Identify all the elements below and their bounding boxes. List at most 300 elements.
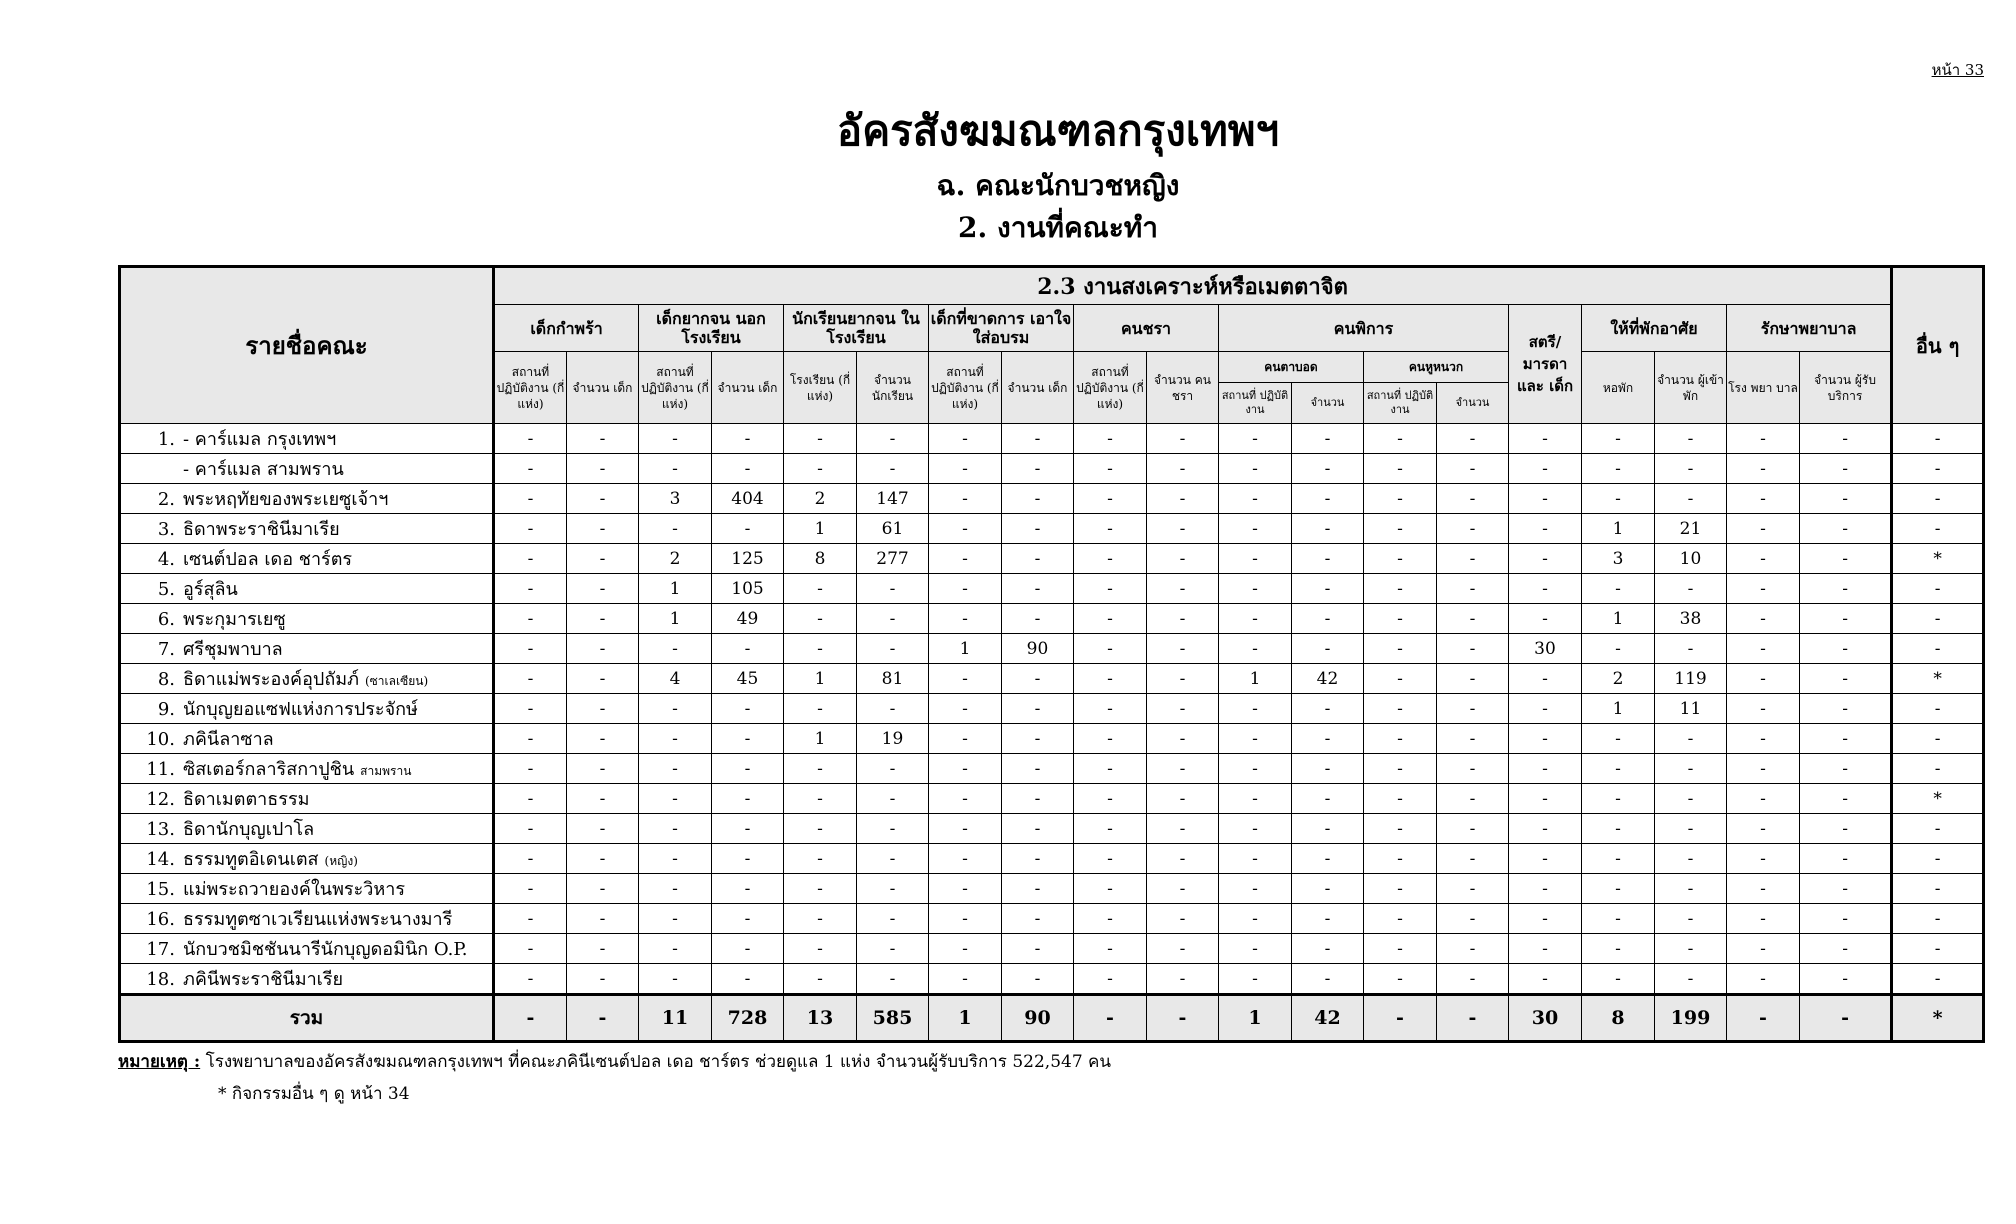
table-cell: - bbox=[1437, 874, 1509, 904]
order-name bbox=[120, 574, 494, 604]
table-cell: - bbox=[1509, 964, 1582, 995]
table-cell: - bbox=[784, 694, 857, 724]
order-name-text: - คาร์แมล กรุงเทพฯ bbox=[183, 429, 337, 450]
table-cell: - bbox=[1147, 574, 1219, 604]
table-cell: 125 bbox=[712, 544, 784, 574]
order-name-text: - คาร์แมล สามพราน bbox=[183, 459, 344, 480]
table-cell: - bbox=[784, 964, 857, 995]
page-title: อัครสังฆมณฑลกรุงเทพฯ bbox=[836, 106, 1280, 155]
table-cell: 1 bbox=[1219, 664, 1292, 694]
order-name-note: สามพราน bbox=[360, 764, 412, 778]
table-cell: - bbox=[712, 694, 784, 724]
table-cell: - bbox=[1800, 574, 1892, 604]
table-cell: - bbox=[1582, 934, 1655, 964]
table-cell: - bbox=[1437, 814, 1509, 844]
table-cell: - bbox=[712, 874, 784, 904]
table-cell: - bbox=[1147, 754, 1219, 784]
table-row bbox=[120, 424, 1984, 454]
sub-children-count: จำนวน เด็ก bbox=[712, 352, 784, 424]
row-number: 9. bbox=[157, 699, 175, 720]
table-cell: - bbox=[1727, 574, 1800, 604]
table-cell: - bbox=[494, 544, 567, 574]
table-cell: - bbox=[784, 844, 857, 874]
table-cell: 11 bbox=[1655, 694, 1727, 724]
table-cell: - bbox=[1727, 514, 1800, 544]
footnote bbox=[118, 1048, 1111, 1075]
table-cell: - bbox=[567, 874, 639, 904]
order-name-text: ซิสเตอร์กลาริสกาปูชิน bbox=[183, 759, 355, 780]
table-cell: - bbox=[1002, 754, 1074, 784]
table-cell: - bbox=[567, 814, 639, 844]
sub-place-count: สถานที่ ปฏิบัติงาน (กี่แห่ง) bbox=[929, 352, 1002, 424]
table-cell: - bbox=[1582, 424, 1655, 454]
table-cell: - bbox=[1892, 814, 1984, 844]
table-cell: - bbox=[1219, 934, 1292, 964]
table-cell: - bbox=[1582, 634, 1655, 664]
table-cell: - bbox=[567, 604, 639, 634]
row-number: 7. bbox=[157, 639, 175, 660]
table-cell: - bbox=[1147, 874, 1219, 904]
table-cell: - bbox=[1364, 844, 1437, 874]
table-cell: - bbox=[1582, 754, 1655, 784]
table-cell: - bbox=[1074, 694, 1147, 724]
table-cell: - bbox=[1655, 814, 1727, 844]
table-cell: - bbox=[1437, 634, 1509, 664]
sub-school-count: โรงเรียน (กี่แห่ง) bbox=[784, 352, 857, 424]
table-cell: - bbox=[1364, 604, 1437, 634]
page-number: หน้า 33 bbox=[1931, 61, 1984, 79]
table-row bbox=[120, 754, 1984, 784]
table-cell: 10 bbox=[1655, 544, 1727, 574]
table-cell: - bbox=[567, 724, 639, 754]
table-cell: - bbox=[1727, 874, 1800, 904]
table-cell: - bbox=[784, 424, 857, 454]
table-cell: - bbox=[1074, 874, 1147, 904]
table-cell: - bbox=[929, 724, 1002, 754]
table-cell: - bbox=[1727, 754, 1800, 784]
table-cell: - bbox=[1074, 454, 1147, 484]
table-cell: - bbox=[929, 604, 1002, 634]
table-cell: - bbox=[1437, 724, 1509, 754]
table-cell: - bbox=[1509, 784, 1582, 814]
table-cell: - bbox=[1509, 874, 1582, 904]
table-cell: - bbox=[1147, 934, 1219, 964]
table-cell: - bbox=[1002, 664, 1074, 694]
sub-count: จำนวน bbox=[1292, 383, 1364, 424]
table-cell: - bbox=[857, 634, 929, 664]
table-cell: - bbox=[1892, 514, 1984, 544]
order-name bbox=[120, 604, 494, 634]
sub-children-count: จำนวน เด็ก bbox=[567, 352, 639, 424]
table-cell: - bbox=[1582, 844, 1655, 874]
table-cell: 1 bbox=[784, 514, 857, 544]
row-number: 10. bbox=[146, 729, 175, 750]
table-cell: - bbox=[1892, 454, 1984, 484]
table-cell: 105 bbox=[712, 574, 784, 604]
group-women-children: สตรี/ มารดา และ เด็ก bbox=[1509, 305, 1582, 424]
table-cell: - bbox=[1582, 964, 1655, 995]
table-cell: - bbox=[857, 814, 929, 844]
table-cell: - bbox=[784, 784, 857, 814]
table-cell: - bbox=[1292, 544, 1364, 574]
table-cell: - bbox=[784, 574, 857, 604]
row-number: 18. bbox=[146, 969, 175, 990]
total-cell: - bbox=[1800, 995, 1892, 1042]
table-cell: - bbox=[567, 454, 639, 484]
table-cell: 2 bbox=[639, 544, 712, 574]
table-cell: - bbox=[1655, 454, 1727, 484]
table-cell: - bbox=[1147, 664, 1219, 694]
table-cell: - bbox=[1292, 784, 1364, 814]
row-number: 6. bbox=[157, 609, 175, 630]
group-medical: รักษาพยาบาล bbox=[1727, 305, 1892, 352]
table-cell: - bbox=[1002, 454, 1074, 484]
table-cell: 30 bbox=[1509, 634, 1582, 664]
table-cell: - bbox=[1800, 694, 1892, 724]
table-cell: - bbox=[1892, 484, 1984, 514]
table-cell: - bbox=[929, 664, 1002, 694]
row-number: 12. bbox=[146, 789, 175, 810]
table-cell: * bbox=[1892, 664, 1984, 694]
table-cell: - bbox=[1437, 424, 1509, 454]
table-cell: - bbox=[1437, 934, 1509, 964]
table-cell: - bbox=[1892, 574, 1984, 604]
table-row bbox=[120, 664, 1984, 694]
table-cell: - bbox=[857, 604, 929, 634]
total-cell: 728 bbox=[712, 995, 784, 1042]
order-name-text: ภคินีพระราชินีมาเรีย bbox=[183, 969, 344, 990]
table-cell: - bbox=[1002, 484, 1074, 514]
table-cell: - bbox=[1219, 424, 1292, 454]
table-cell: - bbox=[1002, 904, 1074, 934]
total-label: รวม bbox=[120, 995, 494, 1042]
order-name bbox=[120, 904, 494, 934]
row-number: 14. bbox=[146, 849, 175, 870]
table-cell: - bbox=[1800, 934, 1892, 964]
table-cell: 61 bbox=[857, 514, 929, 544]
table-cell: - bbox=[1364, 664, 1437, 694]
table-cell: - bbox=[1219, 904, 1292, 934]
table-cell: - bbox=[494, 784, 567, 814]
table-cell: - bbox=[1437, 604, 1509, 634]
table-cell: - bbox=[712, 784, 784, 814]
sub-hospital: โรง พยา บาล bbox=[1727, 352, 1800, 424]
table-cell: - bbox=[1509, 814, 1582, 844]
table-cell: - bbox=[1292, 574, 1364, 604]
table-cell: - bbox=[1800, 904, 1892, 934]
table-cell: - bbox=[1727, 544, 1800, 574]
table-cell: 3 bbox=[639, 484, 712, 514]
table-cell: - bbox=[1655, 964, 1727, 995]
table-cell: - bbox=[1219, 484, 1292, 514]
table-cell: - bbox=[1147, 454, 1219, 484]
table-cell: - bbox=[857, 424, 929, 454]
table-row bbox=[120, 694, 1984, 724]
table-cell: - bbox=[1509, 934, 1582, 964]
table-cell: 1 bbox=[929, 634, 1002, 664]
table-cell: - bbox=[1364, 694, 1437, 724]
order-name-text: ธรรมทูตซาเวเรียนแห่งพระนางมารี bbox=[183, 909, 453, 930]
table-cell: - bbox=[1800, 724, 1892, 754]
total-cell: - bbox=[494, 995, 567, 1042]
table-cell: 38 bbox=[1655, 604, 1727, 634]
footnote-text: โรงพยาบาลของอัครสังฆมณฑลกรุงเทพฯ ที่คณะภคินีเซนต์ปอล เดอ ชาร์ตร ช่วยดูแล 1 แห่ง จำนวนผู้รับบริการ 522,547 คน bbox=[205, 1052, 1112, 1072]
order-name-text: อูร์สุลิน bbox=[183, 579, 238, 600]
table-cell: - bbox=[494, 694, 567, 724]
table-cell: - bbox=[1509, 844, 1582, 874]
table-cell: - bbox=[1219, 754, 1292, 784]
table-cell: 3 bbox=[1582, 544, 1655, 574]
row-number: 1. bbox=[157, 429, 175, 450]
order-name bbox=[120, 964, 494, 995]
order-name-note: (ซาเลเซียน) bbox=[364, 674, 429, 688]
table-cell: 42 bbox=[1292, 664, 1364, 694]
group-elderly: คนชรา bbox=[1074, 305, 1219, 352]
total-cell: - bbox=[567, 995, 639, 1042]
table-cell: 1 bbox=[784, 664, 857, 694]
table-cell: - bbox=[494, 964, 567, 995]
table-cell: - bbox=[1002, 784, 1074, 814]
table-cell: - bbox=[1292, 904, 1364, 934]
table-cell: - bbox=[567, 904, 639, 934]
table-cell: - bbox=[1509, 574, 1582, 604]
table-cell: - bbox=[1509, 664, 1582, 694]
table-cell: - bbox=[1364, 964, 1437, 995]
row-number: 5. bbox=[157, 579, 175, 600]
table-cell: - bbox=[1219, 454, 1292, 484]
table-cell: - bbox=[1727, 814, 1800, 844]
table-cell: - bbox=[494, 634, 567, 664]
table-cell: 2 bbox=[1582, 664, 1655, 694]
table-cell: 45 bbox=[712, 664, 784, 694]
order-name-text: ธิดาพระราชินีมาเรีย bbox=[183, 519, 340, 540]
table-cell: - bbox=[1509, 484, 1582, 514]
table-cell: - bbox=[929, 574, 1002, 604]
table-cell: - bbox=[1655, 784, 1727, 814]
table-row bbox=[120, 574, 1984, 604]
total-cell: 8 bbox=[1582, 995, 1655, 1042]
table-cell: 1 bbox=[639, 574, 712, 604]
table-cell: - bbox=[1364, 874, 1437, 904]
table-cell: - bbox=[494, 454, 567, 484]
table-cell: - bbox=[1364, 514, 1437, 544]
table-cell: - bbox=[1800, 964, 1892, 995]
table-cell: - bbox=[1655, 634, 1727, 664]
table-row bbox=[120, 964, 1984, 995]
table-cell: - bbox=[1437, 664, 1509, 694]
total-cell: 199 bbox=[1655, 995, 1727, 1042]
total-cell: 585 bbox=[857, 995, 929, 1042]
table-cell: - bbox=[1002, 604, 1074, 634]
sub-student-count: จำนวน นักเรียน bbox=[857, 352, 929, 424]
order-name-text: ภคินีลาซาล bbox=[183, 729, 274, 750]
table-cell: - bbox=[639, 424, 712, 454]
table-cell: - bbox=[1292, 604, 1364, 634]
table-cell: - bbox=[1582, 814, 1655, 844]
table-cell: - bbox=[567, 694, 639, 724]
table-cell: - bbox=[1509, 604, 1582, 634]
table-cell: - bbox=[1892, 694, 1984, 724]
table-cell: - bbox=[1292, 724, 1364, 754]
sub-blind: คนตาบอด bbox=[1219, 352, 1364, 383]
table-cell: 49 bbox=[712, 604, 784, 634]
table-cell: 1 bbox=[784, 724, 857, 754]
total-cell: 1 bbox=[1219, 995, 1292, 1042]
table-cell: - bbox=[1147, 784, 1219, 814]
order-name bbox=[120, 664, 494, 694]
sub-place-short: สถานที่ ปฏิบัติงาน bbox=[1219, 383, 1292, 424]
section-subtitle: ฉ. คณะนักบวชหญิง bbox=[936, 169, 1180, 202]
table-cell: - bbox=[1727, 604, 1800, 634]
table-cell: - bbox=[1800, 844, 1892, 874]
table-cell: - bbox=[1655, 844, 1727, 874]
table-cell: - bbox=[1147, 844, 1219, 874]
row-number: 11. bbox=[146, 759, 175, 780]
table-cell: - bbox=[857, 574, 929, 604]
table-body bbox=[120, 424, 1984, 1042]
order-name bbox=[120, 694, 494, 724]
table-cell: * bbox=[1892, 544, 1984, 574]
table-cell: - bbox=[1727, 934, 1800, 964]
table-cell: 1 bbox=[1582, 604, 1655, 634]
table-cell: - bbox=[1727, 784, 1800, 814]
table-cell: - bbox=[639, 454, 712, 484]
order-name-text: ธรรมทูตอิเดนเตส bbox=[183, 849, 319, 870]
order-name bbox=[120, 754, 494, 784]
table-cell: - bbox=[1509, 454, 1582, 484]
total-row bbox=[120, 995, 1984, 1042]
sub-place-count: สถานที่ ปฏิบัติงาน (กี่แห่ง) bbox=[639, 352, 712, 424]
table-cell: - bbox=[1437, 754, 1509, 784]
table-cell: - bbox=[1509, 544, 1582, 574]
table-cell: - bbox=[1074, 904, 1147, 934]
table-cell: - bbox=[1727, 634, 1800, 664]
order-name bbox=[120, 484, 494, 514]
order-name bbox=[120, 784, 494, 814]
table-cell: - bbox=[1074, 754, 1147, 784]
total-cell: - bbox=[1437, 995, 1509, 1042]
group-poor-out-of-school: เด็กยากจน นอกโรงเรียน bbox=[639, 305, 784, 352]
table-cell: - bbox=[1582, 454, 1655, 484]
table-cell: - bbox=[1727, 724, 1800, 754]
table-cell: - bbox=[929, 934, 1002, 964]
table-cell: - bbox=[1074, 724, 1147, 754]
table-cell: - bbox=[1892, 874, 1984, 904]
table-cell: - bbox=[1147, 424, 1219, 454]
table-cell: - bbox=[1727, 424, 1800, 454]
table-cell: - bbox=[1147, 694, 1219, 724]
table-cell: - bbox=[857, 844, 929, 874]
welfare-table-container bbox=[118, 265, 1972, 1043]
table-cell: - bbox=[1074, 484, 1147, 514]
table-cell: - bbox=[1219, 634, 1292, 664]
table-cell: - bbox=[1800, 604, 1892, 634]
table-cell: 404 bbox=[712, 484, 784, 514]
table-cell: - bbox=[929, 484, 1002, 514]
order-name-text: ธิดานักบุญเปาโล bbox=[183, 819, 315, 840]
table-cell: - bbox=[1727, 484, 1800, 514]
table-cell: - bbox=[567, 784, 639, 814]
table-cell: - bbox=[1292, 484, 1364, 514]
table-cell: - bbox=[1509, 514, 1582, 544]
table-cell: - bbox=[1364, 754, 1437, 784]
order-name-text: ธิดาแม่พระองค์อุปถัมภ์ bbox=[183, 669, 359, 690]
order-name-text: นักบุญยอแซฟแห่งการประจักษ์ bbox=[183, 699, 418, 720]
table-cell: - bbox=[857, 934, 929, 964]
table-cell: - bbox=[1292, 814, 1364, 844]
table-cell: - bbox=[1800, 814, 1892, 844]
table-cell: - bbox=[1002, 514, 1074, 544]
group-deprived-children: เด็กที่ขาดการ เอาใจใส่อบรม bbox=[929, 305, 1074, 352]
table-cell: - bbox=[567, 544, 639, 574]
table-cell: - bbox=[1892, 934, 1984, 964]
order-name bbox=[120, 724, 494, 754]
total-cell: * bbox=[1892, 995, 1984, 1042]
table-cell: - bbox=[494, 484, 567, 514]
table-cell: - bbox=[639, 634, 712, 664]
table-cell: - bbox=[1292, 454, 1364, 484]
table-cell: - bbox=[639, 874, 712, 904]
total-cell: 42 bbox=[1292, 995, 1364, 1042]
table-row bbox=[120, 844, 1984, 874]
table-cell: - bbox=[1219, 874, 1292, 904]
table-cell: - bbox=[1002, 934, 1074, 964]
table-cell: - bbox=[1437, 454, 1509, 484]
table-cell: - bbox=[1364, 424, 1437, 454]
table-cell: - bbox=[1074, 604, 1147, 634]
table-cell: - bbox=[712, 724, 784, 754]
table-cell: - bbox=[1002, 424, 1074, 454]
table-cell: - bbox=[1509, 754, 1582, 784]
table-cell: - bbox=[1147, 544, 1219, 574]
row-number: 15. bbox=[146, 879, 175, 900]
table-cell: - bbox=[1147, 514, 1219, 544]
table-cell: - bbox=[639, 904, 712, 934]
table-cell: - bbox=[1219, 844, 1292, 874]
sub-place-count: สถานที่ ปฏิบัติงาน (กี่แห่ง) bbox=[494, 352, 567, 424]
table-cell: - bbox=[857, 694, 929, 724]
table-row bbox=[120, 454, 1984, 484]
total-cell: - bbox=[1727, 995, 1800, 1042]
row-number: 8. bbox=[157, 669, 175, 690]
table-cell: - bbox=[1292, 874, 1364, 904]
table-cell: - bbox=[929, 454, 1002, 484]
table-cell: - bbox=[712, 754, 784, 784]
table-cell: - bbox=[1727, 964, 1800, 995]
table-cell: - bbox=[1582, 904, 1655, 934]
sub-count: จำนวน bbox=[1437, 383, 1509, 424]
table-cell: - bbox=[494, 874, 567, 904]
table-cell: 21 bbox=[1655, 514, 1727, 544]
sub-place-count: สถานที่ ปฏิบัติงาน (กี่แห่ง) bbox=[1074, 352, 1147, 424]
order-name-text: ธิดาเมตตาธรรม bbox=[183, 789, 310, 810]
table-cell: 1 bbox=[639, 604, 712, 634]
table-cell: - bbox=[1892, 754, 1984, 784]
table-cell: - bbox=[1800, 874, 1892, 904]
table-cell: - bbox=[712, 634, 784, 664]
table-cell: - bbox=[1437, 514, 1509, 544]
table-cell: 277 bbox=[857, 544, 929, 574]
table-cell: - bbox=[567, 664, 639, 694]
table-cell: * bbox=[1892, 784, 1984, 814]
table-cell: - bbox=[1800, 424, 1892, 454]
order-name bbox=[120, 424, 494, 454]
total-cell: 11 bbox=[639, 995, 712, 1042]
table-cell: - bbox=[1582, 874, 1655, 904]
subsection-subtitle: 2. งานที่คณะทำ bbox=[958, 211, 1158, 244]
table-cell: - bbox=[1655, 484, 1727, 514]
table-row bbox=[120, 514, 1984, 544]
